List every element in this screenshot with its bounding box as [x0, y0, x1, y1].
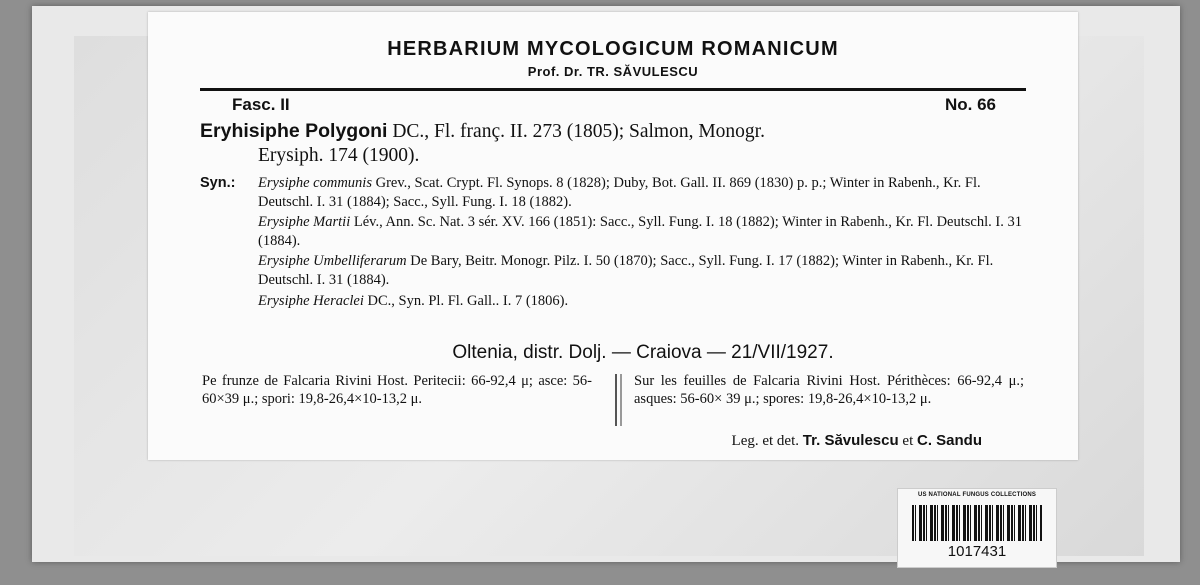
species-citation: DC., Fl. franç. II. 273 (1805); Salmon, Monogr.: [387, 121, 765, 142]
column-divider: [615, 374, 617, 426]
description-romanian: Pe frunze de Falcaria Rivini Host. Peritecii: 66-92,4 μ; asce: 56-60×39 μ.; spori: 19,8-26,4×10-13,2 μ.: [202, 373, 592, 407]
collectors-line: [732, 432, 982, 450]
species-name-block: [200, 119, 1030, 168]
herbarium-author: Prof. Dr. TR. SĂVULESCU: [527, 64, 699, 79]
synonym-entry: [258, 213, 1030, 250]
collectors-prefix: Leg. et det.: [731, 433, 800, 449]
synonym-entry: [258, 174, 1030, 211]
synonym-citation: Lév., Ann. Sc. Nat. 3 sér. XV. 166 (1851): Sacc., Syll. Fung. I. 18 (1882); Winter in Rabenh., Kr. Fl. Deutschl. I. 31 (1884).: [258, 214, 1022, 249]
locality: Oltenia, distr. Dolj. — Craiova — 21/VII/1927.: [452, 342, 834, 363]
synonym-name: Erysiphe Martii: [258, 214, 351, 231]
synonym-name: Erysiphe Heraclei: [258, 292, 364, 309]
specimen-number: No. 66: [944, 95, 996, 114]
synonym-entry: [258, 252, 1030, 289]
barcode-label: [897, 488, 1057, 568]
collector-1: Tr. Săvulescu: [802, 432, 899, 449]
species-citation-cont: Erysiph. 174 (1900).: [258, 145, 420, 166]
barcode-header: US NATIONAL FUNGUS COLLECTIONS: [917, 492, 1037, 498]
description-french: Sur les feuilles de Falcaria Rivini Host. Périthèces: 66-92,4 μ.; asques: 56-60× 39 μ.; spores: 19,8-26,4×10-13,2 μ.: [634, 373, 1024, 407]
specimen-label: [148, 12, 1078, 460]
barcode-number: 1017431: [947, 543, 1007, 560]
species-name: Eryhisiphe Polygoni: [200, 120, 388, 142]
synonyms-block: [200, 174, 1030, 310]
barcode-icon: [912, 505, 1042, 541]
herbarium-title: HERBARIUM MYCOLOGICUM ROMANICUM: [387, 38, 839, 60]
collector-2: C. Sandu: [916, 432, 982, 449]
synonym-name: Erysiphe communis: [258, 175, 372, 191]
synonym-entry: [258, 292, 1030, 311]
synonym-citation: Grev., Scat. Crypt. Fl. Synops. 8 (1828); Duby, Bot. Gall. II. 869 (1830) p. p.; Winter in Rabenh., Kr. Fl. Deutschl. I. 31 (1884); Sacc., Syll. Fung. I. 18 (1882).: [258, 175, 981, 210]
header-rule: [200, 88, 1026, 91]
synonym-name: Erysiphe Umbelliferarum: [258, 253, 407, 270]
synonyms-label: Syn.:: [200, 175, 236, 191]
synonym-citation: De Bary, Beitr. Monogr. Pilz. I. 50 (1870); Sacc., Syll. Fung. I. 17 (1882); Winter in Rabenh., Kr. Fl. Deutschl. I. 31 (1884).: [258, 253, 994, 288]
synonym-citation: DC., Syn. Pl. Fl. Gall.. I. 7 (1806).: [363, 292, 569, 309]
collectors-conj: et: [902, 433, 914, 449]
fascicle-number: Fasc. II: [232, 95, 290, 114]
